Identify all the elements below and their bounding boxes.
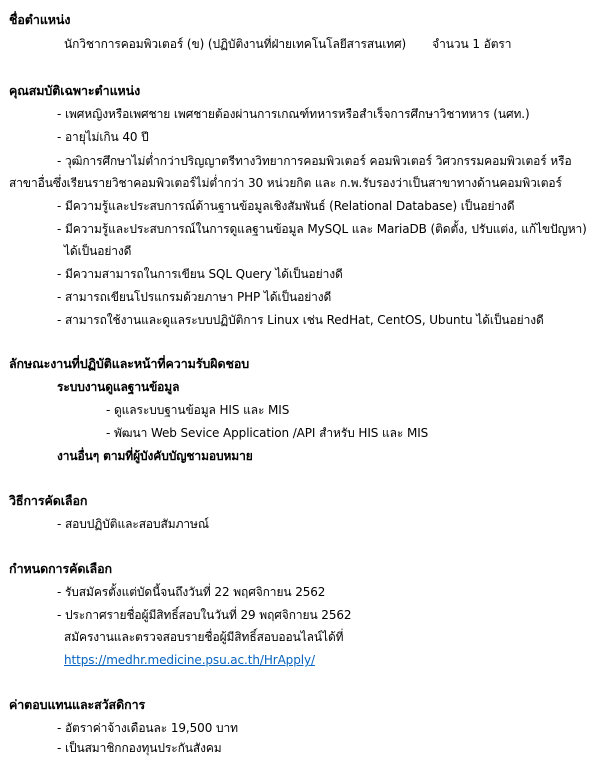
qualification-item: - มีความรู้และประสบการณ์ในการดูแลฐานข้อมูล MySQL และ MariaDB (ติดตั้ง, ปรับแต่ง, แก้ไขปัญหา) bbox=[57, 222, 587, 236]
compensation-heading: ค่าตอบแทนและสวัสดิการ bbox=[9, 697, 146, 712]
qualification-item: - มีความสามารถในการเขียน SQL Query ได้เป็นอย่างดี bbox=[57, 267, 343, 281]
qualification-item-continued: ได้เป็นอย่างดี bbox=[64, 244, 132, 258]
qualifications-heading: คุณสมบัติเฉพาะตำแหน่ง bbox=[9, 83, 141, 98]
qualification-item: - สามารถใช้งานและดูแลระบบปฏิบัติการ Linux เช่น RedHat, CentOS, Ubuntu ได้เป็นอย่างดี bbox=[57, 313, 544, 327]
qualification-item: - อายุไม่เกิน 40 ปี bbox=[57, 130, 149, 144]
schedule-item: - รับสมัครตั้งแต่บัดนี้จนถึงวันที่ 22 พฤศจิกายน 2562 bbox=[57, 585, 326, 599]
apply-online-link[interactable]: https://medhr.medicine.psu.ac.th/HrApply/ bbox=[64, 653, 315, 667]
qualification-item: - เพศหญิงหรือเพศชาย เพศชายต้องผ่านการเกณฑ์ทหารหรือสำเร็จการศึกษาวิชาทหาร (นศท.) bbox=[57, 107, 530, 121]
qualification-item-continued: สาขาอื่นซึ่งเรียนรายวิชาคอมพิวเตอร์ไม่ต่ำกว่า 30 หน่วยกิต และ ก.พ.รับรองว่าเป็นสาขาทางด้านคอมพิวเตอร์ bbox=[9, 176, 562, 190]
selection-method-heading: วิธีการคัดเลือก bbox=[9, 493, 88, 508]
position-title-row bbox=[64, 36, 511, 52]
qualification-item: - วุฒิการศึกษาไม่ต่ำกว่าปริญญาตรีทางวิทยาการคอมพิวเตอร์ คอมพิวเตอร์ วิศวกรรมคอมพิวเตอร์ หรือ bbox=[57, 154, 572, 168]
schedule-heading: กำหนดการคัดเลือก bbox=[9, 561, 112, 576]
duty-item: - พัฒนา Web Sevice Application /API สำหรับ HIS และ MIS bbox=[106, 426, 429, 440]
duty-item: - ดูแลระบบฐานข้อมูล HIS และ MIS bbox=[106, 403, 290, 417]
duties-heading: ลักษณะงานที่ปฏิบัติและหน้าที่ความรับผิดชอบ bbox=[9, 356, 250, 371]
compensation-item: - เป็นสมาชิกกองทุนประกันสังคม bbox=[57, 741, 222, 755]
schedule-item: - ประกาศรายชื่อผู้มีสิทธิ์สอบในวันที่ 29 พฤศจิกายน 2562 bbox=[57, 608, 352, 622]
position-quota: จำนวน 1 อัตรา bbox=[432, 37, 512, 51]
position-title: นักวิชาการคอมพิวเตอร์ (ข) (ปฏิบัติงานที่ฝ่ายเทคโนโลยีสารสนเทศ) bbox=[64, 37, 407, 51]
selection-method-item: - สอบปฏิบัติและสอบสัมภาษณ์ bbox=[57, 517, 209, 531]
other-duties: งานอื่นๆ ตามที่ผู้บังคับบัญชามอบหมาย bbox=[57, 449, 253, 463]
qualification-item: - สามารถเขียนโปรแกรมด้วยภาษา PHP ได้เป็นอย่างดี bbox=[57, 290, 332, 304]
schedule-item-continued: สมัครงานและตรวจสอบรายชื่อผู้มีสิทธิ์สอบออนไลน์ได้ที่ bbox=[64, 630, 344, 644]
db-work-heading: ระบบงานดูแลฐานข้อมูล bbox=[57, 380, 180, 394]
position-heading: ชื่อตำแหน่ง bbox=[9, 12, 71, 27]
qualification-item: - มีความรู้และประสบการณ์ด้านฐานข้อมูลเชิงสัมพันธ์ (Relational Database) เป็นอย่างดี bbox=[57, 199, 515, 213]
compensation-item: - อัตราค่าจ้างเดือนละ 19,500 บาท bbox=[57, 721, 238, 735]
